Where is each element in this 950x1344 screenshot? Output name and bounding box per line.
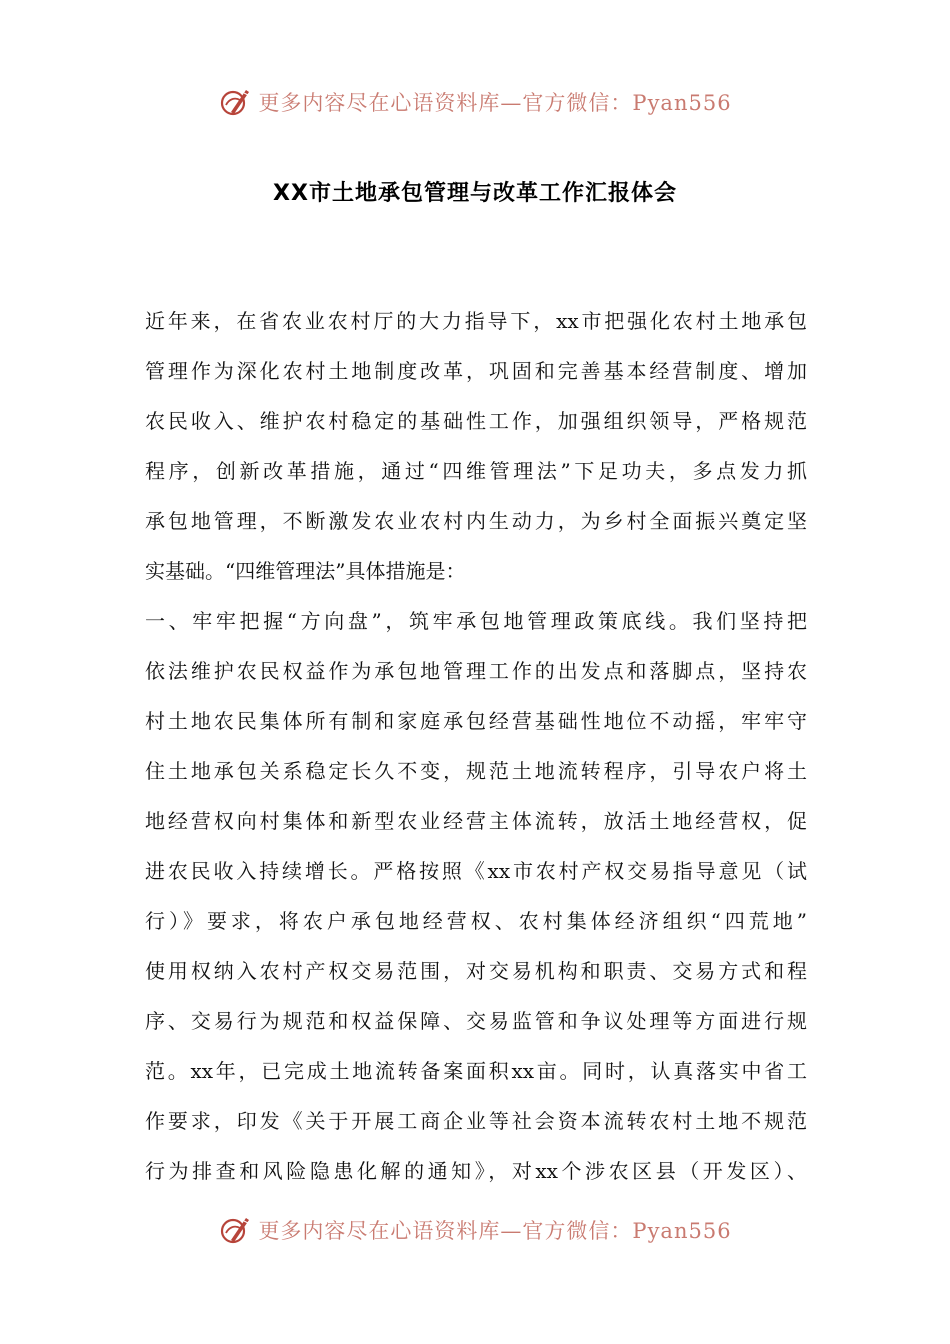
body-line: 住土地承包关系稳定长久不变，规范土地流转程序，引导农户将土 (145, 759, 807, 783)
pen-logo-icon (218, 85, 252, 119)
footer-watermark-banner (0, 1210, 950, 1250)
pen-logo-icon (218, 1213, 252, 1247)
body-line: 使用权纳入农村产权交易范围，对交易机构和职责、交易方式和程 (145, 959, 807, 983)
body-line: 承包地管理，不断激发农业农村内生动力，为乡村全面振兴奠定坚 (145, 509, 807, 533)
body-line: 行）》要求，将农户承包地经营权、农村集体经济组织“四荒地” (145, 909, 807, 933)
body-line: 行为排查和风险隐患化解的通知》，对xx个涉农区县（开发区）、 (145, 1159, 807, 1183)
header-watermark-banner (0, 82, 950, 122)
body-line: 范。xx年，已完成土地流转备案面积xx亩。同时，认真落实中省工 (145, 1059, 807, 1083)
body-line: 序、交易行为规范和权益保障、交易监管和争议处理等方面进行规 (145, 1009, 807, 1033)
body-line: 管理作为深化农村土地制度改革，巩固和完善基本经营制度、增加 (145, 359, 807, 383)
body-line: 一、牢牢把握“方向盘”，筑牢承包地管理政策底线。我们坚持把 (145, 609, 807, 633)
body-line: 进农民收入持续增长。严格按照《xx市农村产权交易指导意见（试 (145, 859, 807, 883)
document-title: XX市土地承包管理与改革工作汇报体会 (273, 181, 677, 206)
body-line: 实基础。“四维管理法”具体措施是： (145, 559, 466, 583)
watermark-text: 更多内容尽在心语资料库—官方微信：Pyan556 (258, 91, 732, 115)
body-line: 近年来，在省农业农村厅的大力指导下，xx市把强化农村土地承包 (145, 309, 807, 333)
document-body (145, 296, 807, 1196)
body-line: 依法维护农民权益作为承包地管理工作的出发点和落脚点，坚持农 (145, 659, 807, 683)
body-line: 作要求，印发《关于开展工商企业等社会资本流转农村土地不规范 (145, 1109, 807, 1133)
body-line: 农民收入、维护农村稳定的基础性工作，加强组织领导，严格规范 (145, 409, 807, 433)
body-line: 程序，创新改革措施，通过“四维管理法”下足功夫，多点发力抓 (145, 459, 807, 483)
watermark-text: 更多内容尽在心语资料库—官方微信：Pyan556 (258, 1219, 732, 1243)
body-line: 村土地农民集体所有制和家庭承包经营基础性地位不动摇，牢牢守 (145, 709, 807, 733)
body-line: 地经营权向村集体和新型农业经营主体流转，放活土地经营权，促 (145, 809, 807, 833)
